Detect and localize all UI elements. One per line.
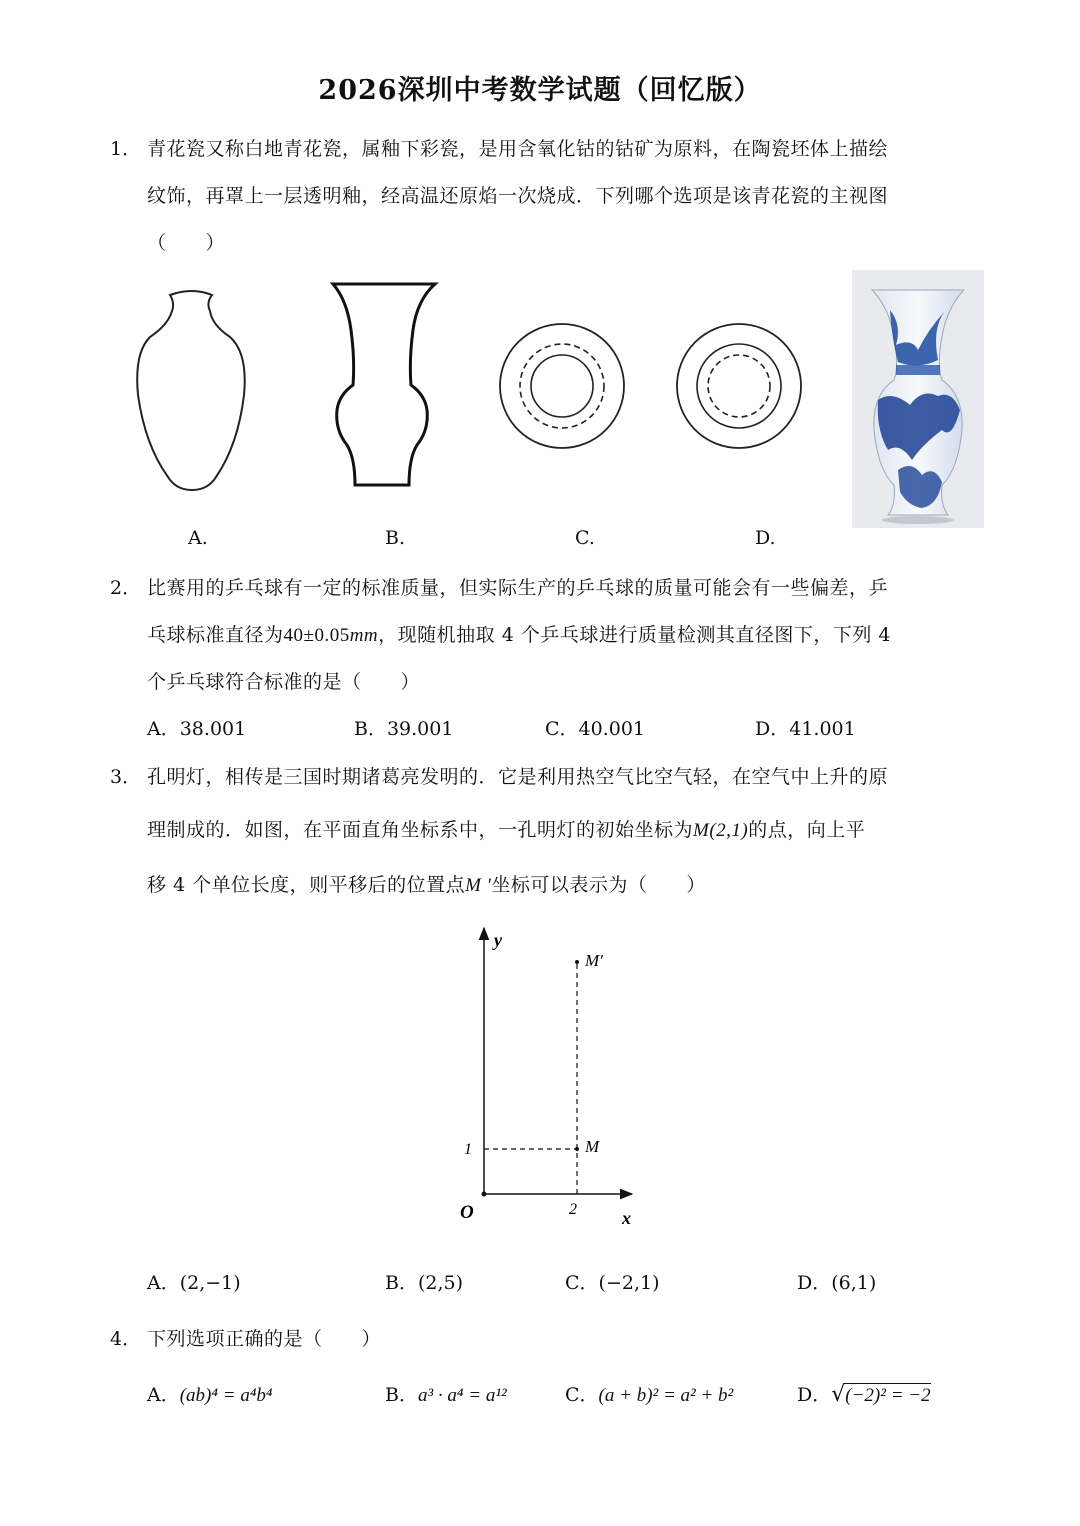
question-3-option-b[interactable]: B．(2,5): [385, 1272, 464, 1294]
question-2-line-3: 个乒乓球符合标准的是（ ）: [147, 671, 421, 693]
question-3-line-3: [147, 870, 706, 897]
x-axis-label: x: [622, 1208, 631, 1228]
point-m-label: M: [585, 1137, 600, 1156]
question-2-option-c[interactable]: C．40.001: [545, 718, 646, 740]
point-m-prime-label: M ': [465, 875, 492, 896]
question-3-option-a[interactable]: A．(2,−1): [147, 1272, 241, 1294]
question-3-line-1: 孔明灯，相传是三国时期诸葛亮发明的．它是利用热空气比空气轻，在空气中上升的原: [147, 766, 889, 788]
question-3-line-3-post: 坐标可以表示为（ ）: [491, 874, 706, 896]
diameter-expression: 40±0.05: [283, 625, 350, 646]
question-2-line-1: 比赛用的乒乓球有一定的标准质量，但实际生产的乒乓球的质量可能会有一些偏差，乒: [147, 577, 889, 599]
top-view-c: [498, 322, 628, 452]
option-a-label: A．: [147, 1384, 180, 1406]
question-1-option-a[interactable]: A.: [188, 527, 208, 549]
diameter-unit: mm: [349, 625, 379, 646]
y-axis-label: y: [494, 930, 502, 950]
y-tick-1: 1: [464, 1141, 472, 1158]
question-2-option-b[interactable]: B．39.001: [354, 718, 454, 740]
question-1-line-3: （ ）: [147, 232, 226, 254]
question-1-option-d[interactable]: D.: [755, 527, 776, 549]
question-3-line-2: [147, 815, 865, 842]
question-4-option-d[interactable]: [797, 1380, 931, 1407]
question-3-line-3-pre: 移 4 个单位长度，则平移后的位置点: [147, 874, 466, 896]
question-2-line-2-pre: 乓球标准直径为: [147, 624, 284, 646]
page-title: 2026深圳中考数学试题（回忆版）: [318, 75, 762, 106]
question-3-number: 3．: [110, 766, 142, 788]
point-m-mark: [575, 1147, 579, 1151]
question-3-line-2-post: 的点，向上平: [748, 819, 866, 841]
porcelain-vase-photo: [852, 270, 984, 528]
question-1-option-c[interactable]: C.: [575, 527, 595, 549]
vase-outline-b: [325, 280, 445, 500]
vase-outline-a: [130, 285, 250, 500]
coordinate-graph: [440, 920, 660, 1230]
question-1-line-1: 青花瓷又称白地青花瓷，属釉下彩瓷，是用含氧化钴的钴矿为原料，在陶瓷坯体上描绘: [147, 138, 889, 160]
question-4-option-b[interactable]: [385, 1380, 507, 1407]
question-2-number: 2．: [110, 577, 142, 599]
point-m-coordinate: M(2,1): [693, 820, 749, 841]
option-b-label: B．: [385, 1384, 418, 1406]
question-1-number: 1．: [110, 138, 142, 160]
point-m-prime-label-graph: M': [585, 951, 603, 970]
question-2-option-a[interactable]: A．38.001: [147, 718, 247, 740]
question-1-line-2: 纹饰，再罩上一层透明釉，经高温还原焰一次烧成．下列哪个选项是该青花瓷的主视图: [147, 185, 889, 207]
point-m-prime-mark: [575, 960, 579, 964]
option-c-label: C．: [565, 1384, 599, 1406]
question-3-option-d[interactable]: D．(6,1): [797, 1272, 877, 1294]
question-2-line-2: [147, 620, 891, 647]
question-3-line-2-pre: 理制成的．如图，在平面直角坐标系中，一孔明灯的初始坐标为: [147, 819, 694, 841]
option-d-expression: (−2)² = −2: [845, 1385, 931, 1406]
origin-label: O: [460, 1202, 474, 1223]
option-b-expression: a³ · a⁴ = a¹²: [417, 1385, 507, 1406]
x-tick-2: 2: [569, 1201, 577, 1218]
question-4-number: 4．: [110, 1328, 142, 1350]
option-c-expression: (a + b)² = a² + b²: [598, 1385, 734, 1406]
top-view-d: [675, 322, 805, 452]
origin-point: [482, 1192, 487, 1197]
question-4-option-c[interactable]: [565, 1380, 733, 1407]
question-4-line-1: 下列选项正确的是（ ）: [147, 1328, 382, 1350]
option-a-expression: (ab)⁴ = a⁴b⁴: [179, 1385, 273, 1406]
question-1-option-b[interactable]: B.: [385, 527, 406, 549]
option-d-label: D．: [797, 1384, 832, 1406]
sqrt-symbol: √: [831, 1382, 846, 1407]
question-4-option-a[interactable]: [147, 1380, 273, 1407]
question-3-option-c[interactable]: C．(−2,1): [565, 1272, 660, 1294]
question-2-option-d[interactable]: D．41.001: [755, 718, 856, 740]
question-2-line-2-post: ，现随机抽取 4 个乒乓球进行质量检测其直径图下，下列 4: [378, 624, 891, 646]
